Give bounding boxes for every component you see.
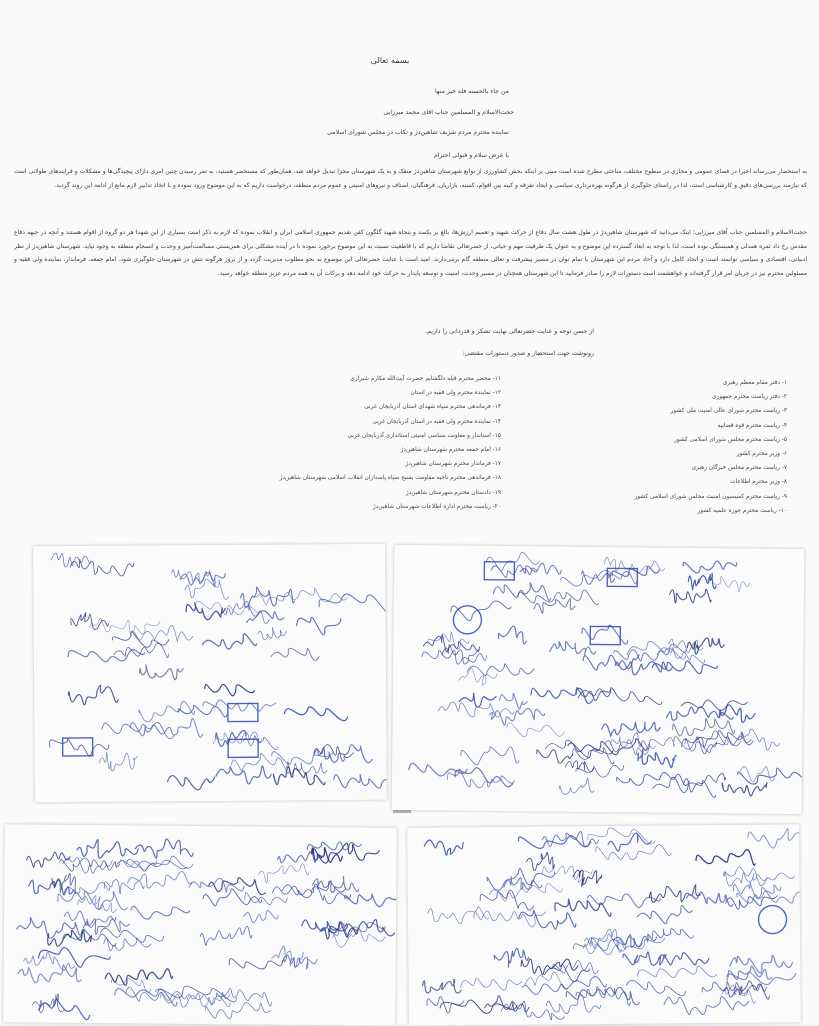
signature-scribble — [319, 594, 387, 613]
signature-scribble — [458, 668, 496, 685]
signature-sheet — [33, 544, 387, 802]
signature-scribble — [542, 831, 598, 847]
signature-scribble — [584, 929, 625, 949]
signatures-drawing — [33, 544, 387, 802]
signature-scribble — [186, 603, 225, 620]
signature-scribble — [428, 907, 489, 924]
signature-scribble — [200, 926, 252, 946]
signature-scribble — [127, 871, 192, 889]
signature-scribble — [708, 576, 750, 592]
signature-scribble — [271, 648, 319, 661]
signature-scribble — [427, 997, 464, 1014]
signature-scribble — [669, 589, 711, 604]
signature-scribble — [277, 851, 322, 863]
signature-scribble — [652, 661, 717, 674]
signature-scribble — [424, 840, 463, 856]
signature-scribble — [573, 870, 602, 887]
signature-scribble — [602, 722, 661, 737]
signature-scribble — [205, 684, 255, 696]
signature-scribble — [565, 761, 593, 772]
signature-scribble — [105, 880, 145, 895]
cc-list-left — [211, 372, 501, 514]
signature-scribble — [99, 752, 137, 771]
signature-scribble — [566, 987, 639, 1005]
signature-scribble — [438, 702, 514, 717]
cc-list-item: ۱۱- محضر محترم قبله دلگشایم حضرت آیت‌الله مکارم شیرازی — [350, 376, 501, 382]
signature-scribble — [155, 986, 236, 1002]
cc-list-item: ۱- دفتر مقام معظم رهبری — [722, 380, 787, 386]
signature-scribble — [205, 1002, 270, 1019]
signature-scribble — [682, 700, 748, 711]
signature-scribble — [499, 693, 527, 709]
signature-scribble — [531, 688, 593, 704]
signature-scribble — [202, 634, 256, 650]
signature-scribble — [52, 873, 76, 893]
signature-scribble — [284, 707, 347, 722]
signature-scribble — [637, 966, 716, 978]
letter-heading: بسمه تعالی — [370, 56, 410, 65]
signature-scribble — [560, 570, 636, 587]
signature-scribble — [627, 641, 686, 659]
signature-scribble — [216, 766, 271, 784]
signature-scribble — [673, 718, 735, 736]
signatures-drawing — [392, 545, 805, 814]
official-stamp — [484, 562, 514, 580]
signature-scribble — [596, 845, 671, 861]
signature-scribble — [100, 928, 164, 942]
signature-scribble — [105, 968, 173, 985]
paragraph-intro: به استحضار می‌رساند اخیرا در فضای عمومی و مجازی در سطوح مختلف، مباحثی مطرح شده است مبنی بر اینکه بخش کشاورزی از توابع شهرستان شاهین‌دژ منفک و به یک شهرستان مجزا تبدیل خواهد شد، همان‌طور که مستحضر هستید، به تمر رسیدن چنین امری دارای پیچیدگی‌ها و مشکلات و فرایندهای طولانی است که نیازمند بررسی‌های دقیق و کارشناسی است، لذا در راستای جلوگیری از هرگونه بهره‌برداری سیاسی و ایجاد تفرقه و کینه بین اقوام، کسبه، بازاریان، فرهنگیان، اصناف و نیروهای امنیتی و عموم مردم منطقه، درخواست داریم که به این موضوع ورود نموده و با اتخاذ تدابیر لازم مانع از ادامه این روند گردید. — [14, 168, 807, 189]
signature-scribble — [18, 965, 81, 983]
signature-scribble — [559, 778, 594, 795]
signature-scribble — [520, 563, 561, 575]
signature-scribble — [687, 638, 724, 654]
cc-list-item: ۶- وزیر محترم کشور — [736, 451, 787, 458]
signature-sheet — [3, 824, 397, 1025]
signature-scribble — [637, 905, 692, 924]
signature-scribble — [686, 892, 733, 907]
greeting-line: با عرض سلام و قبولی احترام — [433, 152, 509, 159]
signature-scribble — [697, 730, 754, 747]
signature-scribble — [460, 978, 521, 991]
signature-scribble — [616, 772, 689, 786]
cc-list-item: ۱۷- فرماندار محترم شهرستان شاهین‌دژ — [405, 461, 501, 468]
signature-scribble — [77, 840, 138, 859]
signature-scribble — [725, 871, 768, 886]
signature-scribble — [313, 843, 380, 864]
signature-scribble — [719, 705, 755, 723]
signature-scribble — [24, 952, 75, 970]
signature-scribble — [185, 579, 228, 600]
signature-scribble — [568, 738, 647, 755]
signature-scribble — [576, 765, 624, 777]
signatures-drawing — [3, 824, 397, 1025]
signature-scribble — [480, 890, 534, 911]
official-stamp — [758, 905, 786, 933]
cc-list-item: ۱۸- فرماندهی محترم ناحیه مقاومت بسیج سپاه پاسداران انقلاب اسلامی شهرستان شاهین‌دژ — [279, 475, 501, 482]
cc-list-item: ۱۶- امام جمعه محترم شهرستان شاهین‌دژ — [400, 447, 501, 454]
signature-scribble — [504, 876, 542, 889]
signature-scribble — [70, 559, 134, 576]
cc-list-item: ۴- ریاست محترم قوه قضاییه — [717, 422, 787, 429]
cc-list-item: ۱۰- ریاست محترم حوزه علمیه کشور — [697, 507, 787, 514]
signature-scribble — [422, 979, 461, 993]
signature-scribble — [696, 850, 755, 866]
signature-scribble — [178, 705, 227, 717]
signature-sheet — [407, 824, 801, 1025]
signature-scribble — [534, 598, 575, 613]
signature-scribble — [203, 700, 276, 712]
signature-scribble — [314, 745, 373, 764]
signature-scribble — [688, 573, 716, 590]
signature-scribble — [664, 996, 749, 1015]
signature-scribble — [550, 641, 596, 655]
signature-scribble — [62, 857, 112, 873]
cc-list-item: ۱۴- نماینده محترم ولی فقیه در استان آذربایجان غربی — [372, 418, 501, 425]
signature-scribble — [440, 1000, 517, 1014]
cc-list-item: ۵- ریاست محترم مجلس شورای اسلامی کشور — [674, 436, 787, 443]
cc-list-item: ۲- دفتر ریاست محترم جمهوری — [712, 394, 787, 401]
signature-scribble — [525, 972, 568, 990]
signature-scribble — [258, 627, 287, 639]
signature-scribble — [334, 771, 387, 789]
signature-scribble — [203, 889, 262, 907]
signature-scribble — [666, 707, 733, 721]
closing-cc-intro: رونوشت جهت استحضار و صدور دستورات مقتضی: — [462, 350, 594, 357]
cc-list-item: ۳- ریاست محترم شورای عالی امنیت ملی کشور — [670, 408, 787, 415]
signature-scribble — [27, 852, 70, 868]
paragraph-body: حجت‌الاسلام و المسلمین جناب آقای میرزایی؛ اینک می‌دانید که شهرستان شاهین‌دژ در طول هشت سال دفاع از حرکت شهید و تعمیم ارزش‌ها، بالغ بر یکصد و پنجاه شهید گلگون کفن تقدیم جمهوری اسلامی ایران و انقلاب نموده که لازم به ذکر است بسیاری از این شهدا هر دو گروه از اقوام هستند و آنچه در جبهه دفاع مقدس رخ داد ثمره همدلی و همبستگی بوده است، لذا با توجه به ابعاد گسترده این موضوع و به عنوان یک ظرفیت مهم و حیاتی، از حضرتعالی تقاضا داریم که با قاطعیت نسبت به این موضوع برخورد نموده تا در آینده مشکلی برای همزیستی مسالمت‌آمیز و وحدت و انسجام منطقه به وجود نیاید. شهرستان شاهین‌دژ از نظر ادبیاتی، اقتصادی و سیاسی توانمند است و اتحاد کامل دارد و آحاد مردم این شهرستان با تمام توان در مسیر پیشرفت و تعالی منطقه گام برمی‌دارند. امید است با عنایت حضرتعالی این موضوع به نحو مطلوب مدیریت گردد و از بروز هرگونه تنش در شهرستان جلوگیری شود. امام جمعه، فرماندار، نماینده ولی فقیه و مسئولین محترم نیز در جریان امر قرار گرفته‌اند و خواهشمند است دستورات لازم را صادر فرمایید تا این شهرستان همچنان در مسیر وحدت، امنیت و توسعه پایدار به حرکت خود ادامه دهد و برکات آن به همه مردم عزیز منطقه خواهد رسید. — [14, 229, 807, 277]
addressee-name: حجت‌الاسلام و المسلمین جناب آقای محمد میرزایی — [383, 109, 514, 116]
cc-list-item: ۱۲- نماینده محترم ولی فقیه در استان — [410, 390, 501, 397]
cc-list-right — [547, 376, 787, 518]
signature-scribble — [38, 947, 110, 967]
signature-scribble — [626, 980, 685, 997]
signature-scribble — [653, 777, 716, 797]
signature-scribble — [131, 906, 190, 919]
cc-list-item: ۲۰- ریاست محترم اداره اطلاعات شهرستان شاهین‌دژ — [372, 503, 501, 510]
signature-scribble — [345, 893, 397, 906]
signature-scribble — [126, 856, 193, 871]
salutation-line: من جاء بالحسنه فله خیر منها — [434, 88, 509, 95]
signature-scribble — [467, 663, 534, 676]
signature-scribble — [738, 768, 805, 785]
cc-list-item: ۹- ریاست محترم کمیسیون امنیت مجلس شورای اسلامی کشور — [634, 493, 787, 500]
signature-scribble — [653, 928, 694, 938]
cc-list-item: ۱۵- استاندار و معاونت سیاسی امنیتی استانداری آذربایجان غربی — [347, 432, 501, 439]
cc-list-item: ۱۳- فرماندهی محترم سپاه شهدای استان آذربایجان غربی — [364, 404, 501, 411]
signature-scribble — [519, 910, 576, 930]
signature-scribble — [68, 685, 118, 705]
signature-scribble — [461, 747, 519, 766]
signature-scribble — [638, 749, 676, 767]
signature-scribble — [68, 649, 145, 662]
signature-scribble — [649, 885, 700, 903]
signature-scribble — [722, 782, 767, 796]
signature-scribble — [39, 999, 90, 1019]
signature-scribble — [258, 863, 309, 883]
signature-scribble — [623, 952, 667, 966]
signature-scribble — [542, 866, 592, 883]
signature-scribble — [48, 930, 92, 947]
closing-thanks: از حسن توجه و عنایت حضرتعالی نهایت تشکر و قدردانی را داریم. — [425, 328, 594, 335]
signature-scribble — [50, 738, 109, 756]
signature-sheet — [392, 545, 805, 814]
signature-scribble — [139, 665, 183, 680]
signature-scribble — [240, 587, 294, 608]
signature-scribble — [135, 839, 193, 859]
signature-scribble — [115, 988, 177, 1006]
signature-scribble — [229, 959, 282, 970]
signature-scribble — [526, 852, 554, 870]
signature-scribble — [58, 891, 128, 910]
signature-scribble — [172, 569, 215, 584]
signature-scribble — [130, 625, 192, 642]
signature-scribble — [507, 723, 565, 738]
signature-scribble — [167, 775, 214, 790]
cc-list-item: ۱۹- دادستان محترم شهرستان شاهین‌دژ — [405, 489, 501, 496]
cc-list-item: ۸- وزیر محترم اطلاعات — [730, 479, 787, 486]
sheet-edge-shadow — [393, 810, 411, 813]
signature-scribble — [608, 833, 651, 851]
signature-scribble — [537, 750, 573, 764]
signature-scribble — [521, 959, 578, 975]
signature-scribble — [748, 828, 801, 848]
signature-scribble — [724, 866, 795, 886]
signature-scribble — [498, 626, 526, 644]
signature-scribble — [297, 617, 341, 635]
official-stamp — [607, 568, 637, 586]
addressee-title: نماینده محترم مردم شریف شاهین‌دژ و تکاب در مجلس شورای اسلامی — [327, 129, 509, 136]
signature-scribble — [582, 571, 615, 584]
cc-list-item: ۷- ریاست محترم مجلس خبرگان رهبری — [691, 465, 787, 472]
signature-scribble — [139, 701, 195, 722]
signature-scribble — [518, 589, 599, 604]
signature-scribble — [114, 643, 169, 658]
signature-scribble — [683, 561, 737, 574]
signatures-drawing — [407, 824, 801, 1025]
signature-scribble — [273, 767, 325, 785]
signature-scribble — [555, 899, 611, 917]
signature-scribble — [244, 910, 278, 923]
signature-scribble — [116, 860, 187, 869]
signature-scribble — [737, 887, 801, 903]
signature-scribble — [282, 955, 317, 969]
